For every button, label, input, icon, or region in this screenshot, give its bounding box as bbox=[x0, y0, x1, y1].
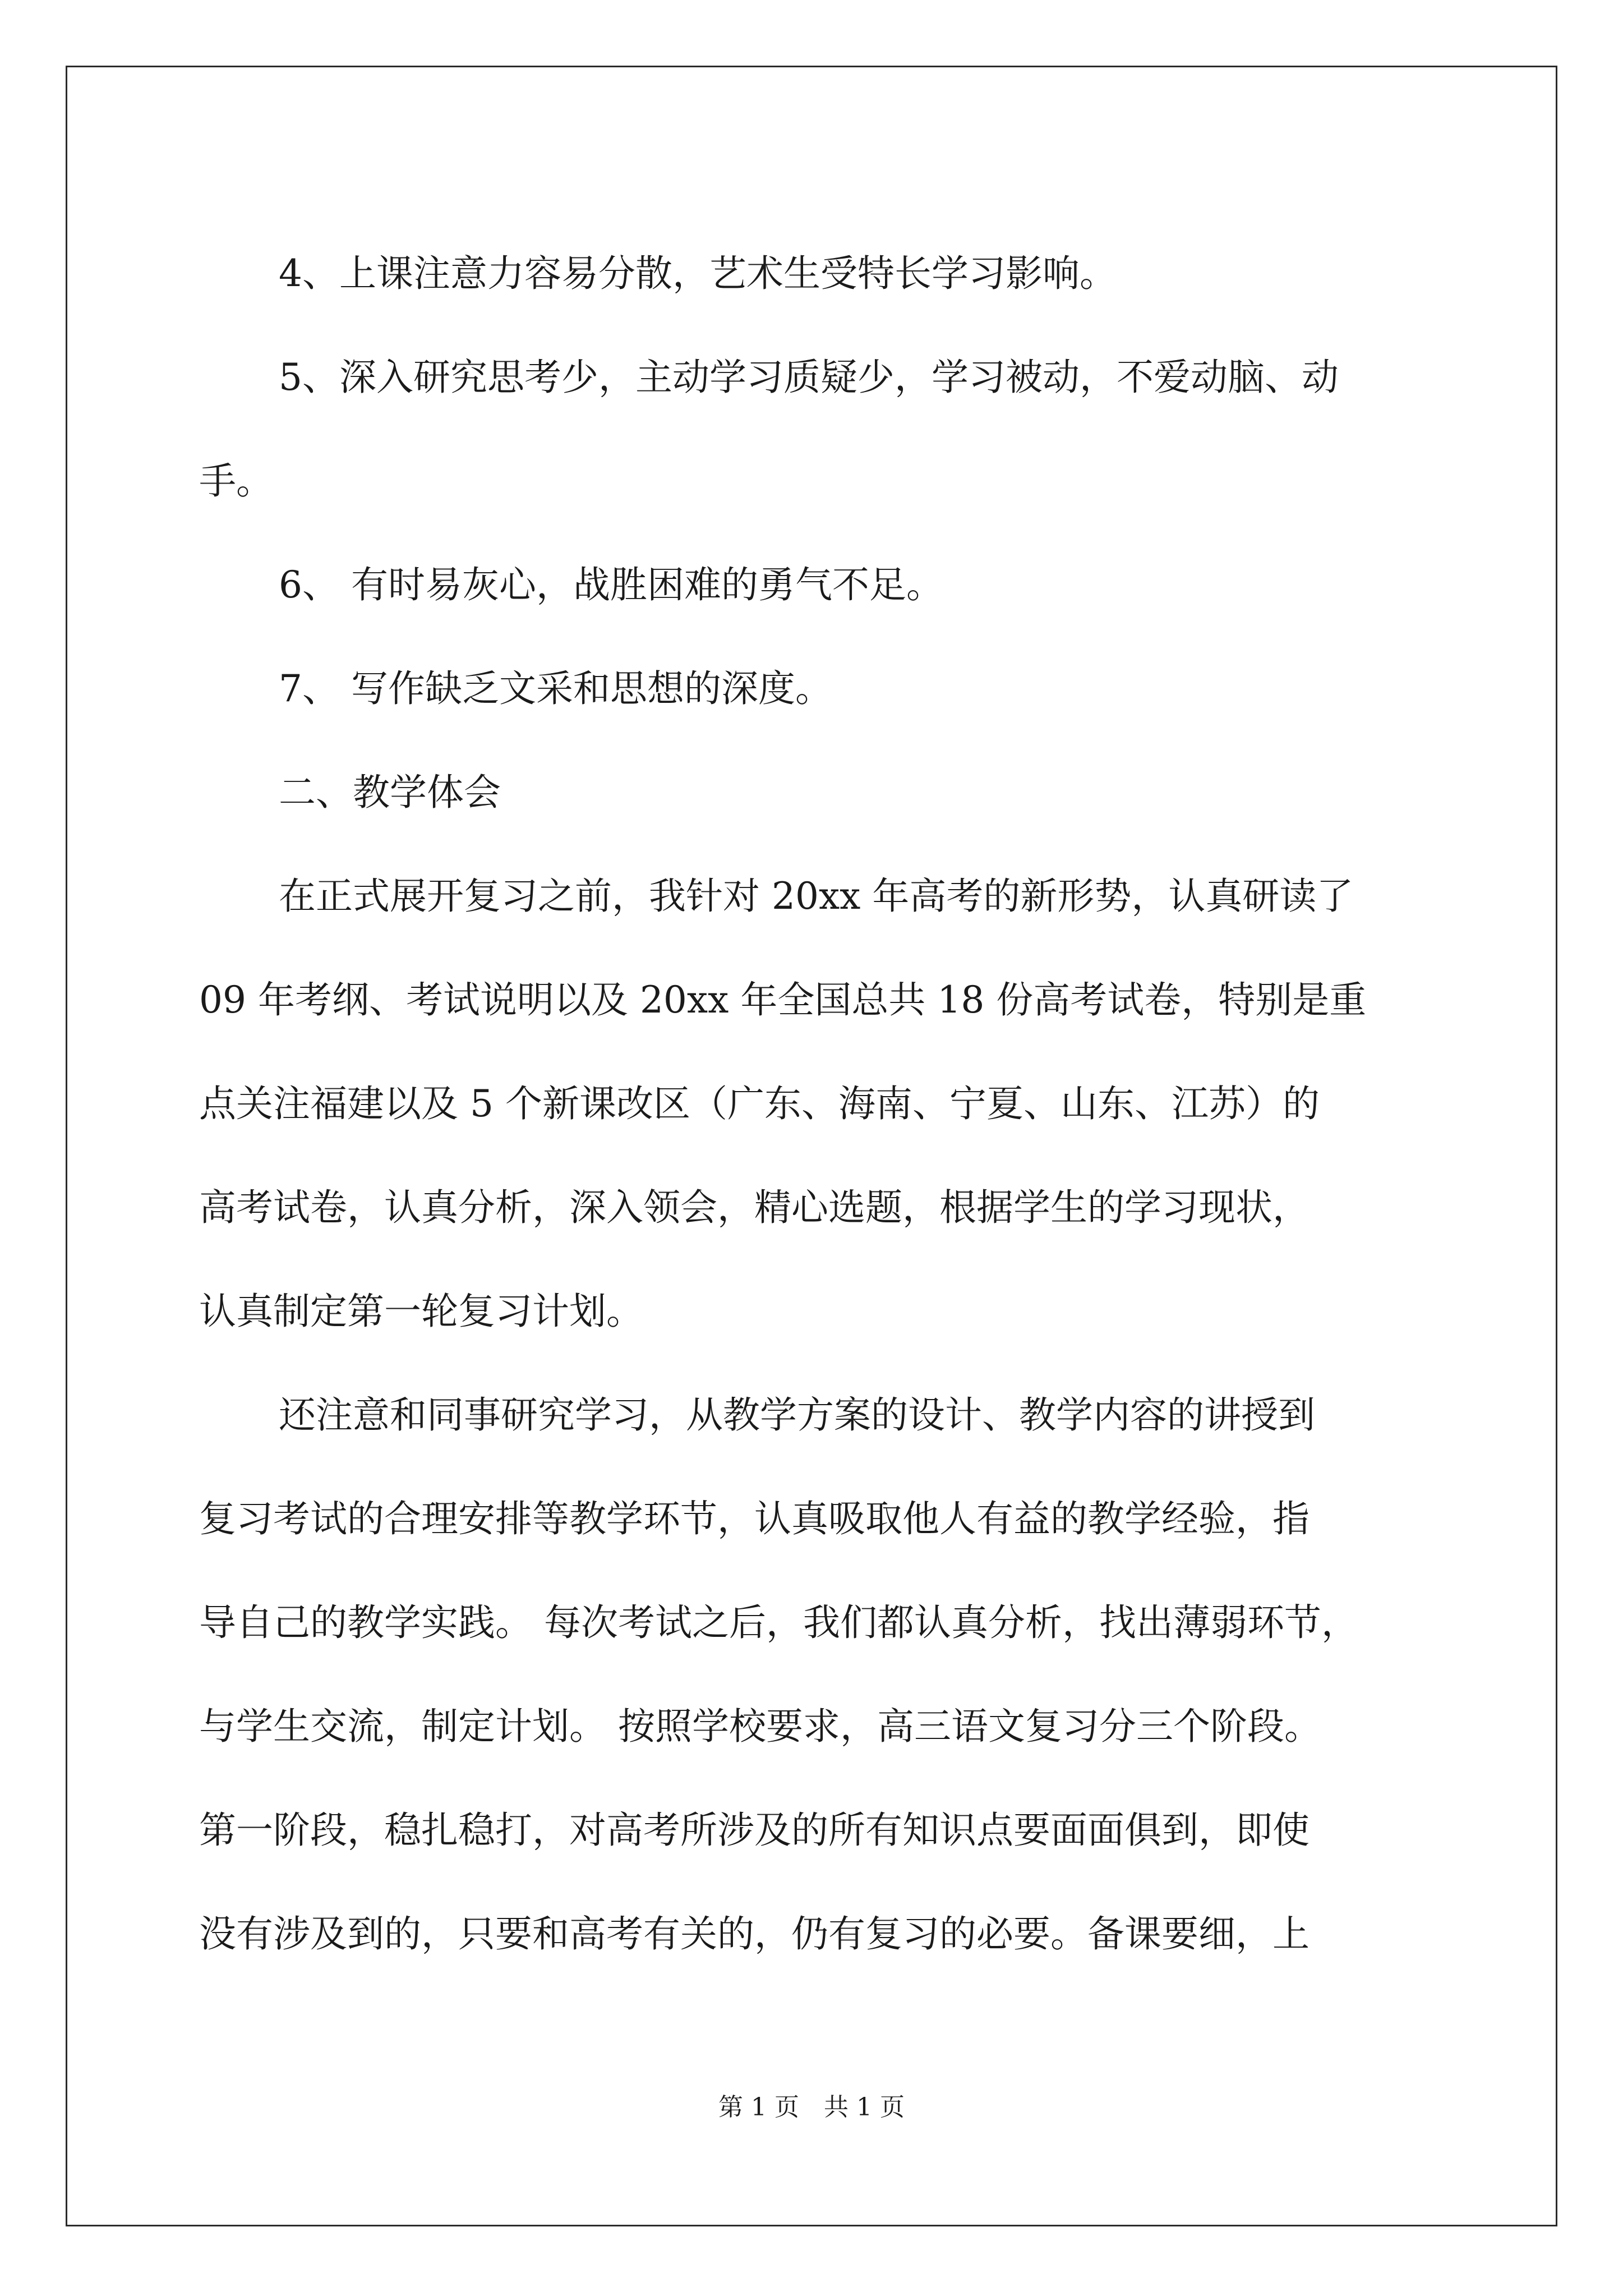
paragraph-line: 高考试卷，认真分析，深入领会，精心选题，根据学生的学习现状， bbox=[199, 1186, 1310, 1229]
paragraph-line: 点关注福建以及 5 个新课改区（广东、海南、宁夏、山东、江苏）的 bbox=[199, 1082, 1320, 1125]
paragraph-line: 6、 有时易灰心，战胜困难的勇气不足。 bbox=[279, 563, 943, 606]
paragraph-line: 与学生交流，制定计划。 按照学校要求，高三语文复习分三个阶段。 bbox=[199, 1705, 1321, 1748]
paragraph-line: 在正式展开复习之前，我针对 20xx 年高考的新形势，认真研读了 bbox=[279, 875, 1354, 918]
paragraph-line: 手。 bbox=[199, 459, 273, 503]
paragraph-line: 没有涉及到的，只要和高考有关的，仍有复习的必要。备课要细，上 bbox=[199, 1912, 1310, 1955]
paragraph-line: 复习考试的合理安排等教学环节，认真吸取他人有益的教学经验，指 bbox=[199, 1497, 1310, 1540]
paragraph-line: 4、上课注意力容易分散，艺术生受特长学习影响。 bbox=[279, 252, 1117, 295]
paragraph-line: 还注意和同事研究学习，从教学方案的设计、教学内容的讲授到 bbox=[279, 1393, 1315, 1437]
paragraph-line: 7、 写作缺乏文采和思想的深度。 bbox=[279, 667, 832, 710]
page-counter: 第 1 页 共 1 页 bbox=[718, 2093, 905, 2122]
paragraph-line: 5、深入研究思考少，主动学习质疑少，学习被动，不爱动脑、动 bbox=[279, 356, 1339, 399]
paragraph-line: 第一阶段，稳扎稳打，对高考所涉及的所有知识点要面面俱到，即使 bbox=[199, 1809, 1310, 1852]
document-body bbox=[199, 222, 1489, 1986]
paragraph-line: 导自己的教学实践。 每次考试之后，我们都认真分析，找出薄弱环节， bbox=[199, 1601, 1358, 1644]
paragraph-line: 认真制定第一轮复习计划。 bbox=[199, 1290, 643, 1333]
paragraph-line: 09 年考纲、考试说明以及 20xx 年全国总共 18 份高考试卷，特别是重 bbox=[199, 978, 1367, 1022]
section-heading: 二、教学体会 bbox=[279, 771, 501, 814]
